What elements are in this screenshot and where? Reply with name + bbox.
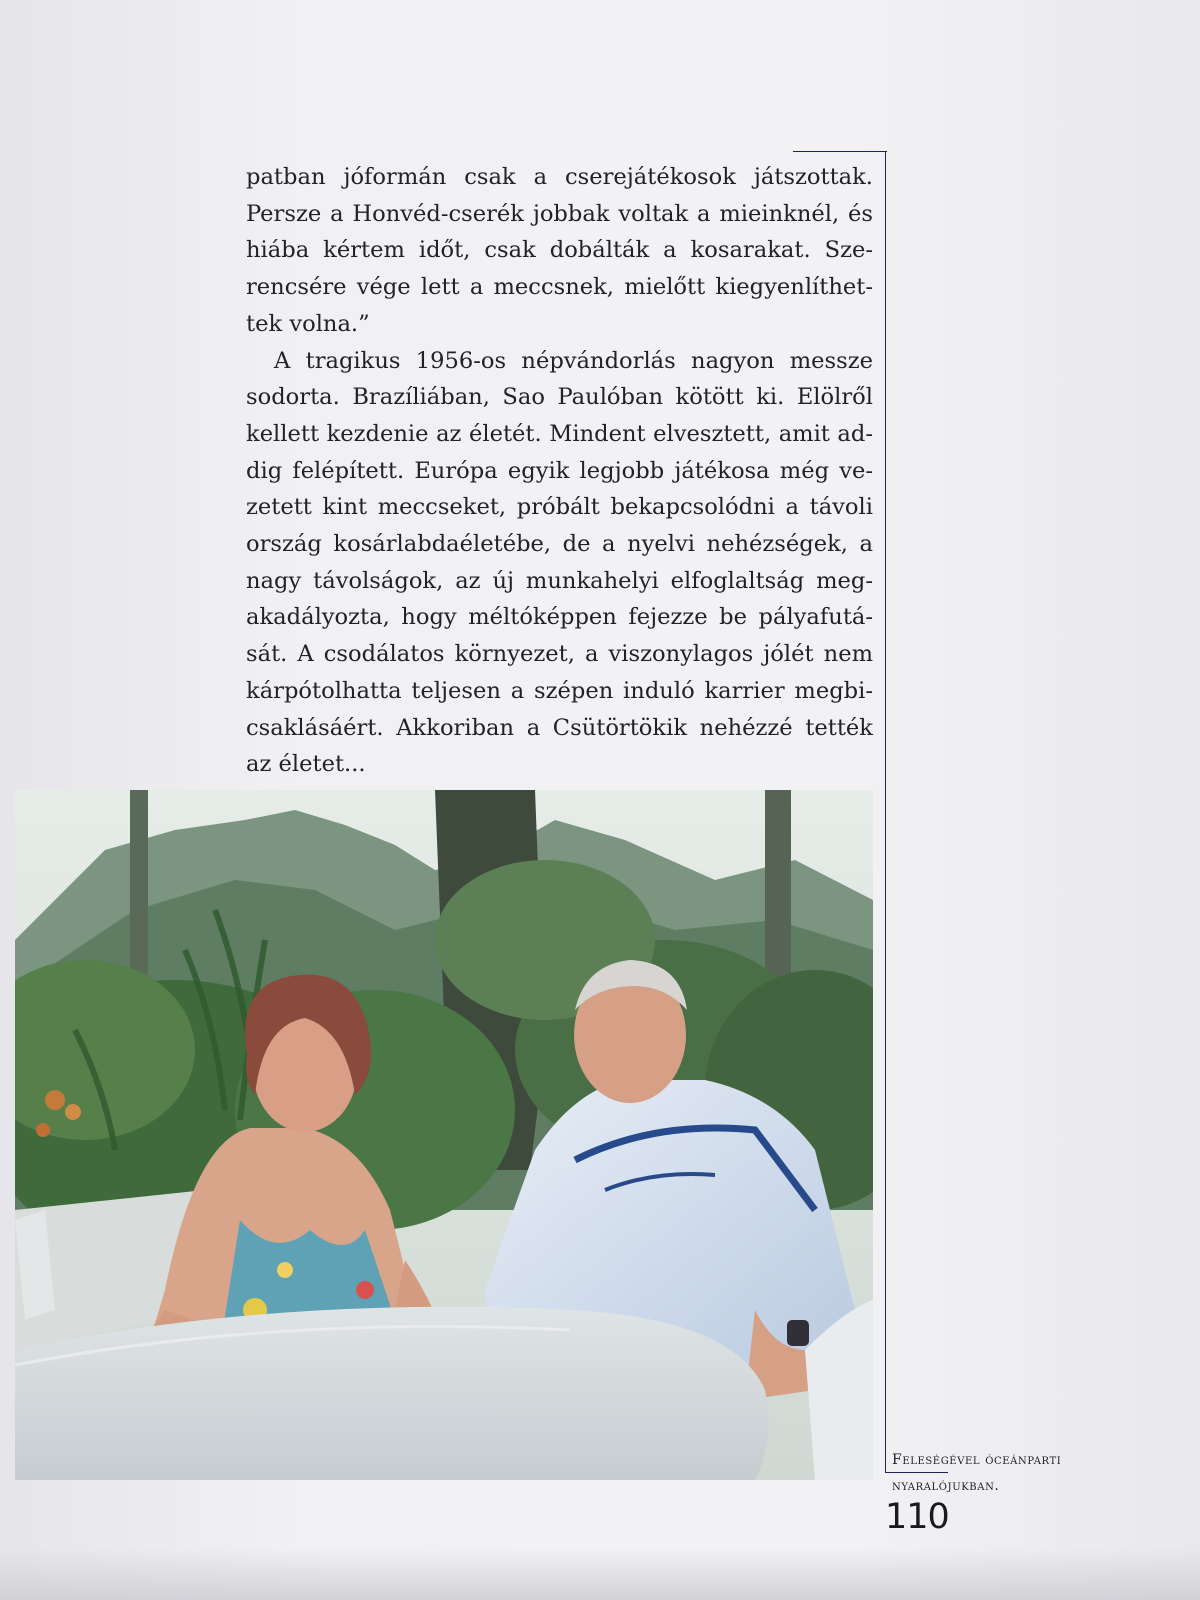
text-line: rencsére vége lett a meccsnek, mielőtt kiegyenlíthet- xyxy=(246,274,873,301)
text-line: nagy távolságok, az új munkahelyi elfoglaltság meg- xyxy=(246,567,873,594)
text-line: Persze a Honvéd-cserék jobbak voltak a mieinknél, és xyxy=(246,200,873,227)
text-line: csaklásáért. Akkoriban a Csütörtökik nehézzé tették xyxy=(246,714,873,741)
page-bottom-shadow xyxy=(0,1548,1200,1600)
frame-line-right xyxy=(885,151,886,1473)
text-line: sodorta. Brazíliában, Sao Paulóban kötött ki. Elölről xyxy=(246,384,873,411)
text-line: ország kosárlabdaéletébe, de a nyelvi nehézségek, a xyxy=(246,531,873,558)
frame-line-top xyxy=(793,151,887,152)
photo-couple-at-table xyxy=(15,790,873,1480)
text-line: tek volna.” xyxy=(246,310,370,337)
caption-line-1: Feleségével óceánparti xyxy=(892,1452,1062,1468)
paragraph-1 xyxy=(246,159,873,343)
paragraph-2 xyxy=(246,343,873,783)
text-line: sát. A csodálatos környezet, a viszonylagos jólét nem xyxy=(246,641,873,668)
text-line: hiába kértem időt, csak dobálták a kosarakat. Sze- xyxy=(246,237,873,264)
text-line: A tragikus 1956-os népvándorlás nagyon messze xyxy=(274,347,873,374)
text-line: patban jóformán csak a cserejátékosok játszottak. xyxy=(246,164,873,190)
text-line: dig felépített. Európa egyik legjobb játékosa még ve- xyxy=(246,457,873,484)
text-line: kárpótolhatta teljesen a szépen induló karrier megbi- xyxy=(246,677,873,704)
body-text xyxy=(246,159,873,783)
text-line: az életet... xyxy=(246,751,366,778)
caption-line-2: nyaralójukban. xyxy=(892,1478,1000,1494)
text-line: akadályozta, hogy méltóképpen fejezze be pályafutá- xyxy=(246,604,873,631)
text-line: kellett kezdenie az életét. Mindent elvesztett, amit ad- xyxy=(246,420,873,447)
text-line: zetett kint meccseket, próbált bekapcsolódni a távoli xyxy=(246,494,873,521)
page-number: 110 xyxy=(885,1497,949,1537)
photo-caption xyxy=(892,1447,1192,1499)
